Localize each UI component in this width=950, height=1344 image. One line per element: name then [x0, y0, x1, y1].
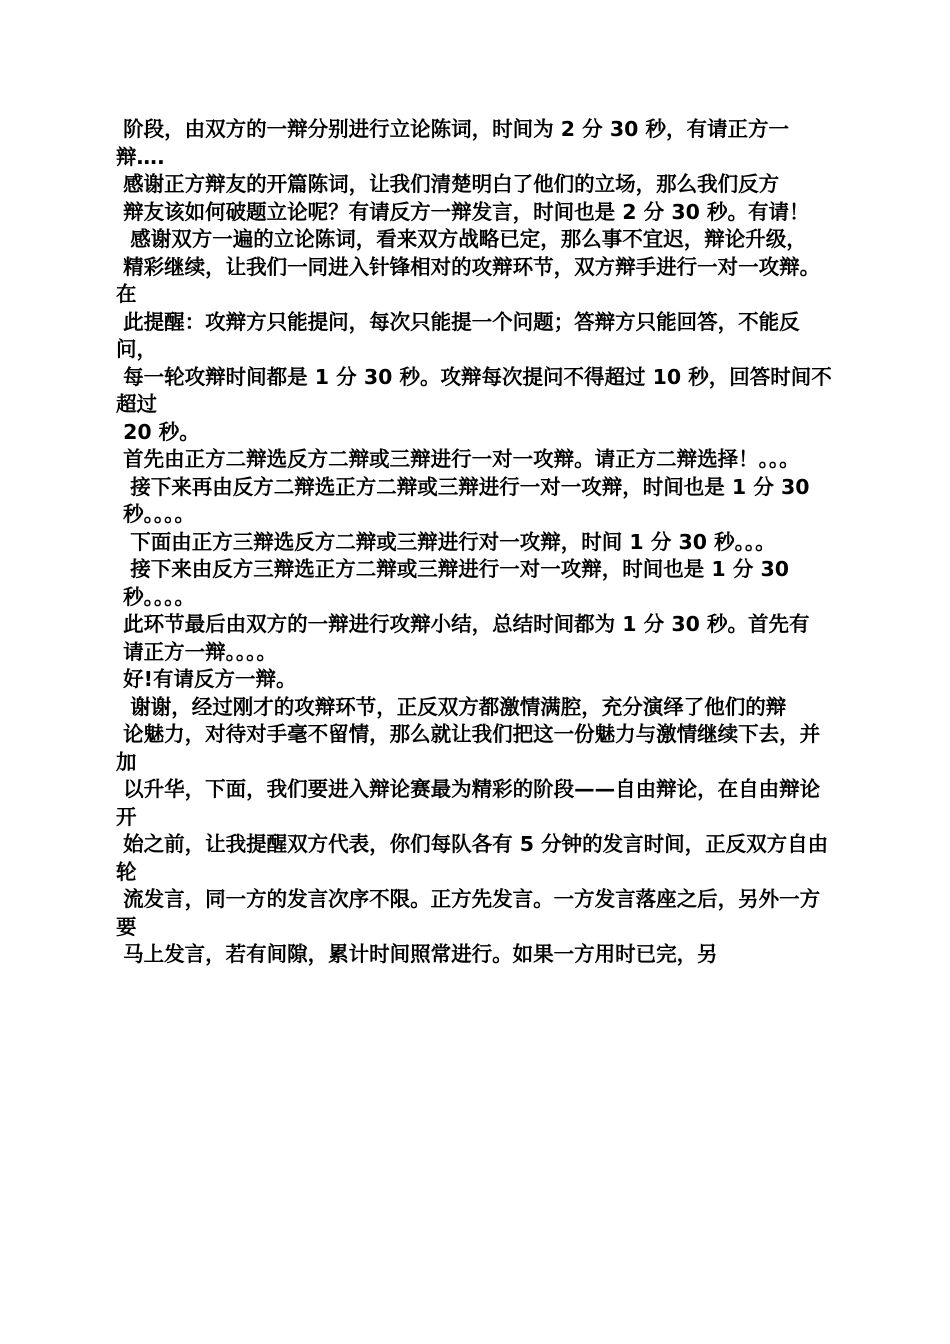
- paragraph-free-debate-intro: 以升华，下面，我们要进入辩论赛最为精彩的阶段——自由辩论，在自由辩论开: [116, 777, 821, 829]
- paragraph-invite-negative: 辩友该如何破题立论呢？有请反方一辩发言，时间也是 2 分 30 秒。有请！: [116, 199, 810, 224]
- paragraph-timing-rules: 马上发言，若有间隙，累计时间照常进行。如果一方用时已完，另: [116, 942, 718, 966]
- document-page: [116, 116, 832, 969]
- paragraph-summary-intro: 此环节最后由双方的一辩进行攻辩小结，总结时间都为 1 分 30 秒。首先有: [116, 612, 810, 636]
- paragraph-invite-negative-first: 好!有请反方一辩。: [116, 667, 297, 691]
- paragraph-free-debate-time: 始之前，让我提醒双方代表，你们每队各有 5 分钟的发言时间，正反双方自由轮: [116, 832, 829, 884]
- paragraph-rules-reminder: 此提醒：攻辩方只能提问，每次只能提一个问题；答辩方只能回答，不能反问，: [116, 309, 800, 361]
- paragraph-negative-second-choice: 接下来再由反方二辩选正方二辩或三辩进行一对一攻辩，时间也是 1 分 30: [116, 474, 810, 499]
- paragraph-invite-affirmative-first: 请正方一辩。。。。: [116, 639, 277, 664]
- paragraph-negative-third-choice: 接下来由反方三辩选正方二辩或三辩进行一对一攻辩，时间也是 1 分 30: [116, 557, 789, 581]
- paragraph-seconds-2: 秒。。。。: [116, 584, 195, 609]
- paragraph-cross-exam-intro: 精彩继续，让我们一同进入针锋相对的攻辩环节，双方辩手进行一对一攻辩。在: [116, 254, 821, 306]
- paragraph-after-cross-exam: 谢谢，经过刚才的攻辩环节，正反双方都激情满腔，充分演绎了他们的辩: [116, 694, 787, 719]
- paragraph-affirmative-second-choice: 首先由正方二辩选反方二辩或三辩进行一对一攻辩。请正方二辩选择！。。。: [116, 447, 800, 471]
- paragraph-opening-statements: 阶段，由双方的一辩分别进行立论陈词，时间为 2 分 30 秒，有请正方一辩….: [116, 117, 789, 169]
- paragraph-charm-continue: 论魅力，对待对手毫不留情，那么就让我们把这一份魅力与激情继续下去，并加: [116, 722, 821, 774]
- paragraph-seconds-1: 秒。。。。: [116, 502, 195, 526]
- paragraph-time-limits-end: 20 秒。: [116, 419, 200, 444]
- paragraph-time-limits: 每一轮攻辩时间都是 1 分 30 秒。攻辩每次提问不得超过 10 秒，回答时间不超过: [116, 364, 832, 416]
- paragraph-thanks-affirmative: 感谢正方辩友的开篇陈词，让我们清楚明白了他们的立场，那么我们反方: [116, 172, 780, 196]
- paragraph-affirmative-third-choice: 下面由正方三辩选反方二辩或三辩进行对一攻辩，时间 1 分 30 秒。。。: [116, 529, 776, 554]
- paragraph-debate-upgrade: 感谢双方一遍的立论陈词，看来双方战略已定，那么事不宜迟，辩论升级，: [116, 227, 807, 251]
- paragraph-speaking-order: 流发言，同一方的发言次序不限。正方先发言。一方发言落座之后，另外一方要: [116, 887, 821, 939]
